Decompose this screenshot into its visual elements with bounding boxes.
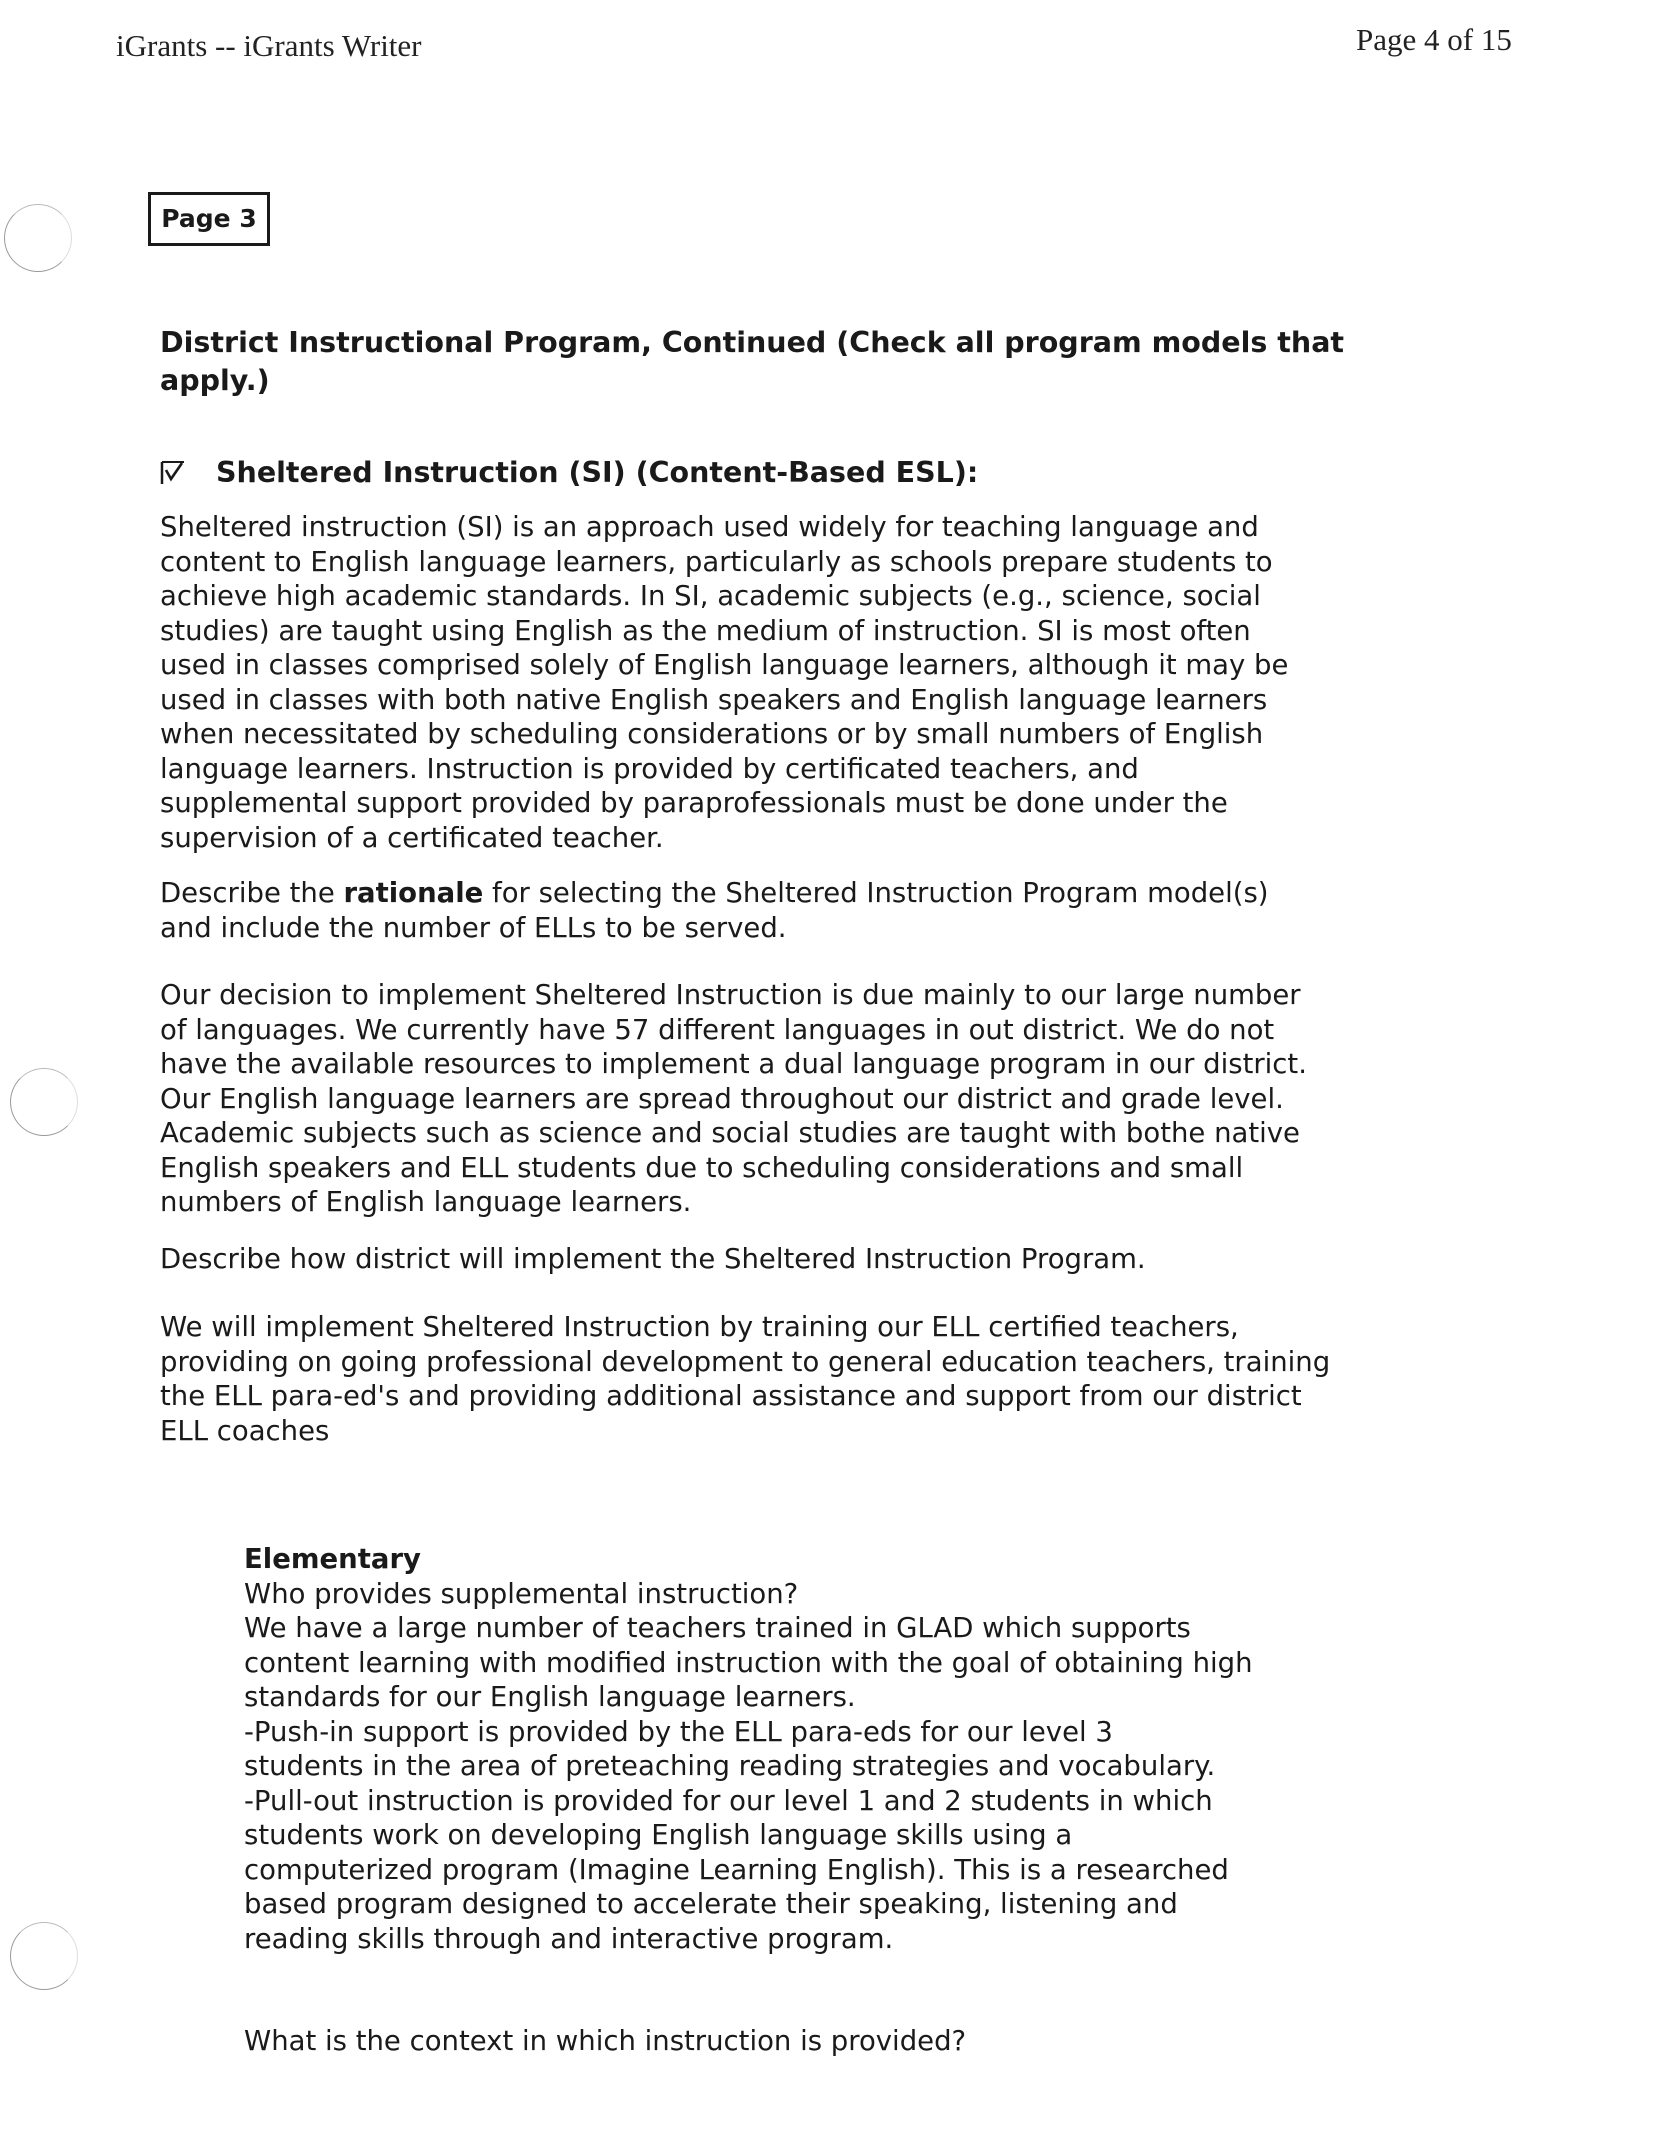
implementation-question <box>160 1242 1380 1277</box>
text-line: used in classes comprised solely of English language learners, although it may be <box>160 649 1289 681</box>
question-keyword: rationale <box>343 877 484 909</box>
text-line: standards for our English language learners. <box>244 1681 856 1713</box>
text-line: ELL coaches <box>160 1414 330 1447</box>
text-line: supervision of a certificated teacher. <box>160 821 664 854</box>
rationale-answer <box>160 978 1380 1220</box>
checked-checkbox-icon[interactable] <box>160 460 186 486</box>
text-line: computerized program (Imagine Learning English). This is a researched <box>244 1853 1229 1886</box>
elementary-heading: Elementary <box>244 1543 421 1575</box>
text-line: Our decision to implement Sheltered Instruction is due mainly to our large number <box>160 979 1301 1011</box>
text-line: when necessitated by scheduling considerations or by small numbers of English <box>160 718 1264 750</box>
text-line: numbers of English language learners. <box>160 1186 692 1218</box>
context-question: What is the context in which instruction is provided? <box>244 2025 967 2057</box>
text-line: We will implement Sheltered Instruction by training our ELL certified teachers, <box>160 1311 1239 1343</box>
text-line: -Push-in support is provided by the ELL para-eds for our level 3 <box>244 1715 1113 1748</box>
document-header-title: iGrants -- iGrants Writer <box>116 28 422 63</box>
text-line <box>160 876 1380 911</box>
punch-hole <box>4 204 72 272</box>
si-option-label: Sheltered Instruction (SI) (Content-Based ESL): <box>216 456 979 489</box>
rationale-question <box>160 876 1380 945</box>
text-line: language learners. Instruction is provided by certificated teachers, and <box>160 752 1139 785</box>
text-line: and include the number of ELLs to be served. <box>160 911 787 944</box>
text-line: students in the area of preteaching reading strategies and vocabulary. <box>244 1750 1216 1782</box>
implementation-answer <box>160 1310 1380 1448</box>
elementary-question: Who provides supplemental instruction? <box>244 1578 799 1610</box>
text-line: content learning with modified instruction with the goal of obtaining high <box>244 1646 1253 1679</box>
text-line: achieve high academic standards. In SI, academic subjects (e.g., science, social <box>160 580 1261 612</box>
text-line: Describe how district will implement the Sheltered Instruction Program. <box>160 1243 1146 1275</box>
page-label-box: Page 3 <box>148 192 270 246</box>
si-description <box>160 510 1380 855</box>
text-line: reading skills through and interactive program. <box>244 1922 894 1955</box>
text-line: the ELL para-ed's and providing additional assistance and support from our district <box>160 1380 1302 1412</box>
question-prefix: Describe the <box>160 877 344 909</box>
text-line: providing on going professional development to general education teachers, training <box>160 1345 1331 1378</box>
section-title-line: District Instructional Program, Continued (Check all program models that <box>160 326 1345 359</box>
punch-hole <box>10 1922 78 1990</box>
text-line: used in classes with both native English speakers and English language learners <box>160 683 1268 716</box>
punch-hole <box>10 1068 78 1136</box>
text-line: have the available resources to implement a dual language program in our district. <box>160 1048 1307 1080</box>
text-line: Academic subjects such as science and social studies are taught with bothe native <box>160 1117 1300 1149</box>
question-suffix: for selecting the Sheltered Instruction Program model(s) <box>483 877 1269 909</box>
text-line: -Pull-out instruction is provided for our level 1 and 2 students in which <box>244 1784 1213 1817</box>
text-line: English speakers and ELL students due to scheduling considerations and small <box>160 1151 1244 1184</box>
text-line: studies) are taught using English as the medium of instruction. SI is most often <box>160 614 1251 647</box>
text-line: Our English language learners are spread throughout our district and grade level. <box>160 1082 1284 1115</box>
text-line: content to English language learners, particularly as schools prepare students to <box>160 545 1273 578</box>
text-line: of languages. We currently have 57 different languages in out district. We do not <box>160 1013 1275 1046</box>
text-line: students work on developing English language skills using a <box>244 1819 1073 1851</box>
text-line: based program designed to accelerate their speaking, listening and <box>244 1888 1178 1920</box>
text-line: supplemental support provided by paraprofessionals must be done under the <box>160 787 1228 819</box>
si-program-option[interactable] <box>160 456 978 489</box>
section-title <box>160 324 1380 400</box>
text-line: Sheltered instruction (SI) is an approach used widely for teaching language and <box>160 511 1259 543</box>
page-number: Page 4 of 15 <box>1356 22 1512 57</box>
section-title-line: apply.) <box>160 364 270 397</box>
elementary-answer <box>244 1611 1324 1956</box>
text-line: We have a large number of teachers trained in GLAD which supports <box>244 1612 1191 1644</box>
